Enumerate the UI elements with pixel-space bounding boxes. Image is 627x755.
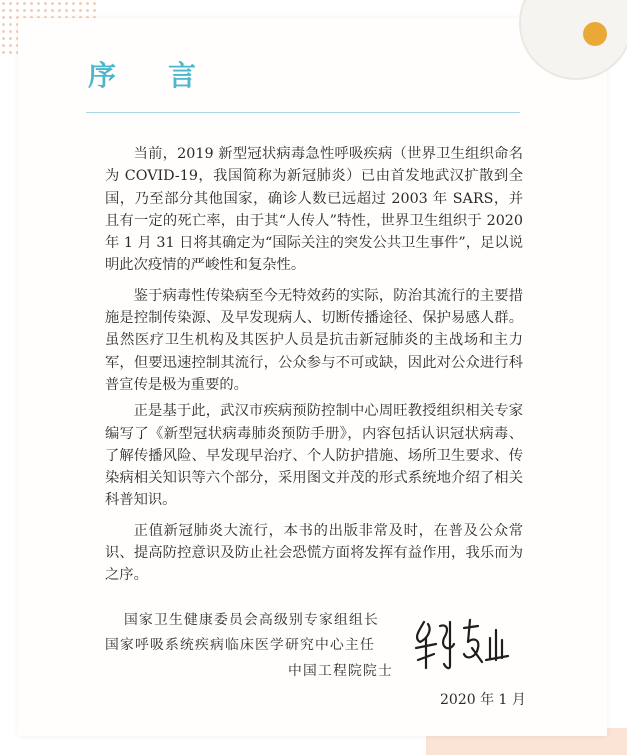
title-char-2: 言: [168, 59, 197, 92]
author-title-1: 国家卫生健康委员会高级别专家组组长: [124, 612, 379, 628]
author-title-3: 中国工程院院士: [288, 663, 393, 679]
preface-body: [105, 143, 523, 587]
signature-date: 2020 年 1 月: [440, 692, 526, 708]
handwritten-signature: [410, 608, 520, 674]
paragraph-1: 当前，2019 新型冠状病毒急性呼吸疾病（世界卫生组织命名为 COVID-19，我国简称为新冠肺炎）已由首发地武汉扩散到全国，乃至部分其他国家，确诊人数已远超过 2003 年 SARS，并且有一定的死亡率，由于其“人传人”特性，世界卫生组织于 2020 年 1 月 31 日将其确定为“国际关注的突发公共卫生事件”，足以说明此次疫情的严峻性和复杂性。: [105, 146, 523, 274]
page-title: [88, 58, 196, 94]
paragraph-3: 正是基于此，武汉市疾病预防控制中心周旺教授组织相关专家编写了《新型冠状病毒肺炎预防手册》，内容包括认识冠状病毒、了解传播风险、早发现早治疗、个人防护措施、场所卫生要求、传染病相关知识等六个部分，采用图文并茂的形式系统地介绍了相关科普知识。: [105, 403, 523, 509]
decorative-orange-dot: [583, 22, 607, 46]
decorative-corner-circle: [519, 0, 627, 80]
title-char-1: 序: [88, 59, 117, 92]
author-title-2: 国家呼吸系统疾病临床医学研究中心主任: [105, 637, 375, 653]
paragraph-4: 正值新冠肺炎大流行，本书的出版非常及时，在普及公众常识、提高防控意识及防止社会恐慌方面将发挥有益作用，我乐而为之序。: [105, 522, 523, 584]
title-divider: [86, 112, 520, 113]
paragraph-2: 鉴于病毒性传染病至今无特效药的实际，防治其流行的主要措施是控制传染源、及早发现病人、切断传播途径、保护易感人群。虽然医疗卫生机构及其医护人员是抗击新冠肺炎的主战场和主力军，但要迅速控制其流行，公众参与不可或缺，因此对公众进行科普宣传是极为重要的。: [105, 287, 523, 393]
